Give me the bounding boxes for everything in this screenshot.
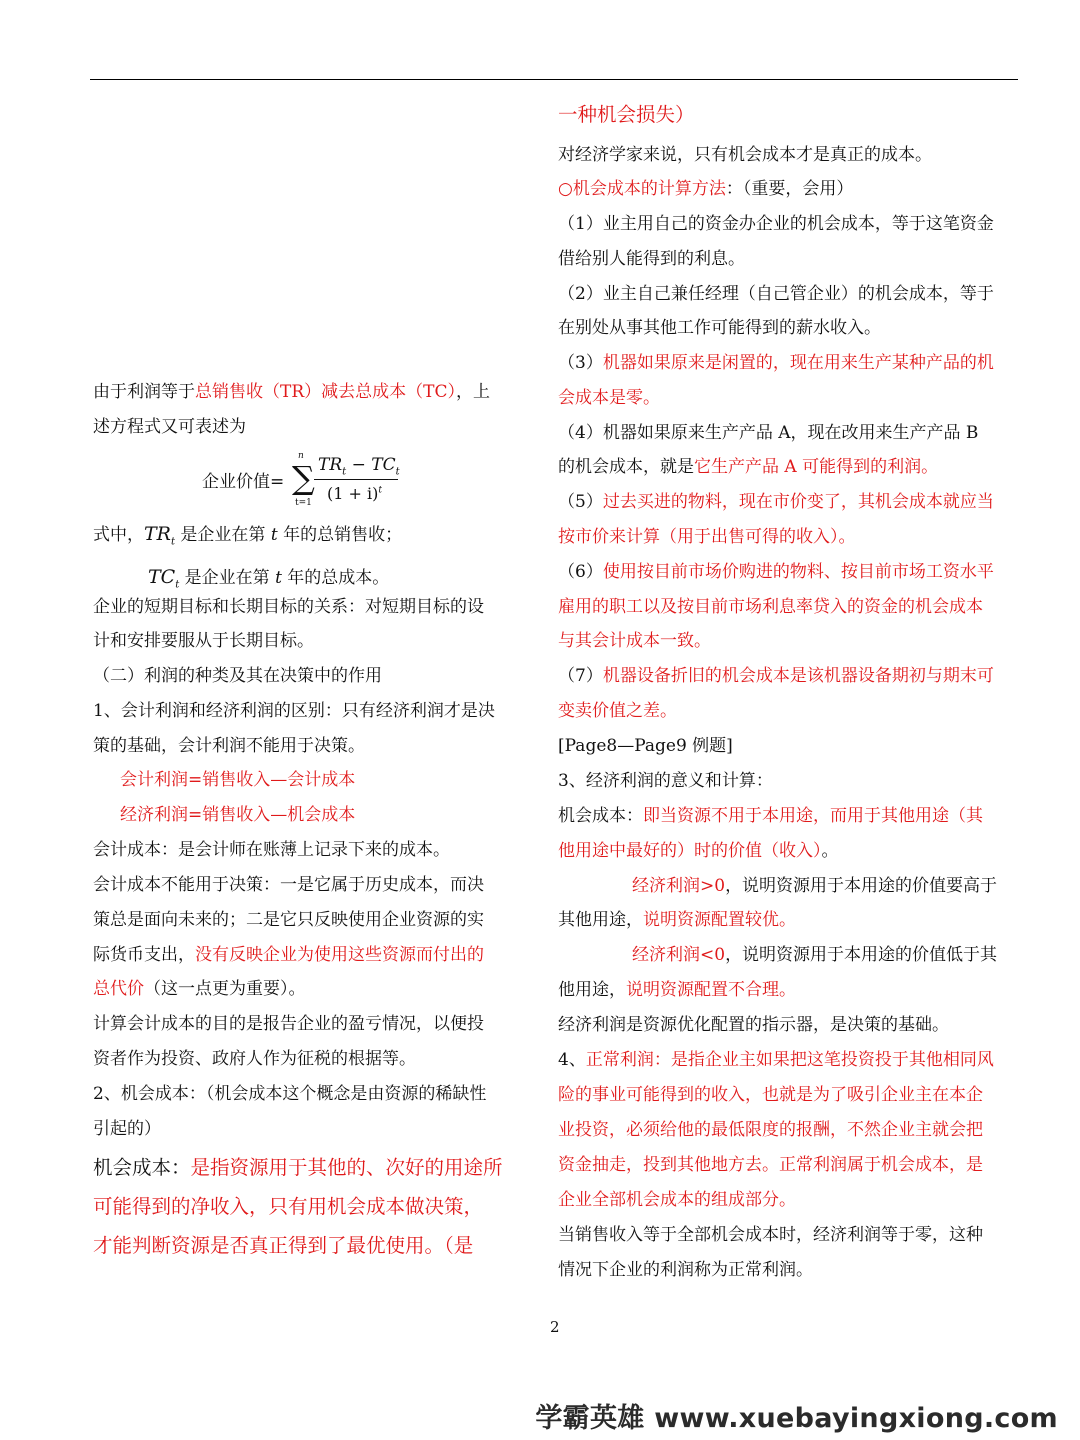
text-line: 他用途，说明资源配置不合理。 — [558, 980, 796, 1000]
section-heading: 3、经济利润的意义和计算： — [558, 771, 773, 791]
formula-economic-profit: 经济利润=销售收入—机会成本 — [120, 805, 356, 825]
formula-label: 企业价值= — [202, 472, 285, 492]
text-line: （3）机器如果原来是闲置的，现在用来生产某种产品的机 — [558, 353, 994, 373]
text-line: 引起的） — [93, 1119, 161, 1139]
text-line: 雇用的职工以及按目前市场利息率贷入的资金的机会成本 — [558, 597, 983, 617]
text-line: 险的事业可能得到的收入，也就是为了吸引企业主在本企 — [558, 1085, 983, 1105]
text-line: 会计成本不能用于决策：一是它属于历史成本，而决 — [93, 875, 484, 895]
text-line: 会成本是零。 — [558, 388, 660, 408]
text-line: （1）业主用自己的资金办企业的机会成本，等于这笔资金 — [558, 214, 994, 234]
fraction-bar — [314, 479, 398, 480]
section-heading: （二）利润的种类及其在决策中的作用 — [93, 666, 382, 686]
formula-numerator: $TR_t - TC_t$ — [318, 455, 400, 478]
text-line: （4）机器如果原来生产产品 A，现在改用来生产产品 B — [558, 423, 979, 443]
text-line: 会计成本：是会计师在账薄上记录下来的成本。 — [93, 840, 450, 860]
text-line: 机会成本：即当资源不用于本用途，而用于其他用途（其 — [558, 806, 983, 826]
text-line: 由于利润等于总销售收（TR）减去总成本（TC），上 — [93, 382, 490, 402]
text-line: 对经济学家来说，只有机会成本才是真正的成本。 — [558, 145, 932, 165]
opportunity-cost-definition: 可能得到的净收入，只有用机会成本做决策， — [93, 1195, 484, 1218]
text-line: 计算会计成本的目的是报告企业的盈亏情况，以便投 — [93, 1014, 484, 1034]
text-line: 变卖价值之差。 — [558, 701, 677, 721]
page-reference: [Page8—Page9 例题] — [558, 736, 733, 756]
text-line: 策总是面向未来的；二是它只反映使用企业资源的实 — [93, 910, 484, 930]
formula-upper-limit: n — [298, 451, 304, 461]
text-line: 情况下企业的利润称为正常利润。 — [558, 1260, 813, 1280]
text-line: 策的基础，会计利润不能用于决策。 — [93, 736, 365, 756]
text-line: 总代价（这一点更为重要）。 — [93, 979, 306, 999]
text-line: 计和安排要服从于长期目标。 — [93, 631, 314, 651]
section-heading: ○机会成本的计算方法：（重要，会用） — [558, 179, 854, 199]
text-line: 经济利润>0，说明资源用于本用途的价值要高于 — [632, 876, 998, 896]
text-line: 当销售收入等于全部机会成本时，经济利润等于零，这种 — [558, 1225, 983, 1245]
opportunity-cost-definition: 机会成本：是指资源用于其他的、次好的用途所 — [93, 1156, 503, 1179]
sigma-icon: ∑ — [292, 459, 315, 497]
text-line: 经济利润<0，说明资源用于本用途的价值低于其 — [632, 945, 998, 965]
text-line: 企业全部机会成本的组成部分。 — [558, 1190, 796, 1210]
text-line: （6）使用按目前市场价购进的物料、按目前市场工资水平 — [558, 562, 994, 582]
text-line: 业投资，必须给他的最低限度的报酬，不然企业主就会把 — [558, 1120, 983, 1140]
definition-tr: 式中，$TR_t$ 是企业在第 t 年的总销售收； — [93, 523, 403, 548]
text-line: 2、机会成本：（机会成本这个概念是由资源的稀缺性 — [93, 1084, 487, 1104]
text-line: 一种机会损失） — [558, 103, 695, 126]
text-line: 4、正常利润：是指企业主如果把这笔投资投于其他相同风 — [558, 1050, 994, 1070]
text-line: 借给别人能得到的利息。 — [558, 249, 745, 269]
text-line: 其他用途，说明资源配置较优。 — [558, 910, 796, 930]
text-line: 资者作为投资、政府人作为征税的根据等。 — [93, 1049, 416, 1069]
text-line: 资金抽走，投到其他地方去。正常利润属于机会成本，是 — [558, 1155, 983, 1175]
text-line: 在别处从事其他工作可能得到的薪水收入。 — [558, 318, 881, 338]
formula-lower-limit: t=1 — [295, 498, 312, 508]
text-line: 际货币支出，没有反映企业为使用这些资源而付出的 — [93, 945, 484, 965]
text-line: （2）业主自己兼任经理（自己管企业）的机会成本，等于 — [558, 284, 994, 304]
text-line: 1、会计利润和经济利润的区别：只有经济利润才是决 — [93, 701, 495, 721]
definition-tc: $TC_t$ 是企业在第 t 年的总成本。 — [148, 566, 390, 591]
site-watermark: 学霸英雄 www.xuebayingxiong.com — [535, 1403, 1058, 1434]
text-line: 与其会计成本一致。 — [558, 631, 711, 651]
text-line: 按市价来计算（用于出售可得的收入）。 — [558, 527, 856, 547]
text-line: （5）过去买进的物料，现在市价变了，其机会成本就应当 — [558, 492, 994, 512]
text-line: （7）机器设备折旧的机会成本是该机器设备期初与期末可 — [558, 666, 994, 686]
text-line: 经济利润是资源优化配置的指示器，是决策的基础。 — [558, 1015, 949, 1035]
formula-denominator: $(1 + i)^t$ — [327, 484, 382, 503]
header-rule — [90, 79, 1018, 80]
opportunity-cost-definition: 才能判断资源是否真正得到了最优使用。（是 — [93, 1234, 474, 1257]
text-line: 企业的短期目标和长期目标的关系：对短期目标的设 — [93, 597, 484, 617]
text-line: 他用途中最好的）时的价值（收入）。 — [558, 841, 839, 861]
formula-accounting-profit: 会计利润=销售收入—会计成本 — [120, 770, 356, 790]
text-line: 的机会成本，就是它生产产品 A 可能得到的利润。 — [558, 457, 939, 477]
page-number: 2 — [550, 1318, 560, 1336]
text-line: 述方程式又可表述为 — [93, 417, 246, 437]
enterprise-value-formula — [200, 452, 420, 514]
